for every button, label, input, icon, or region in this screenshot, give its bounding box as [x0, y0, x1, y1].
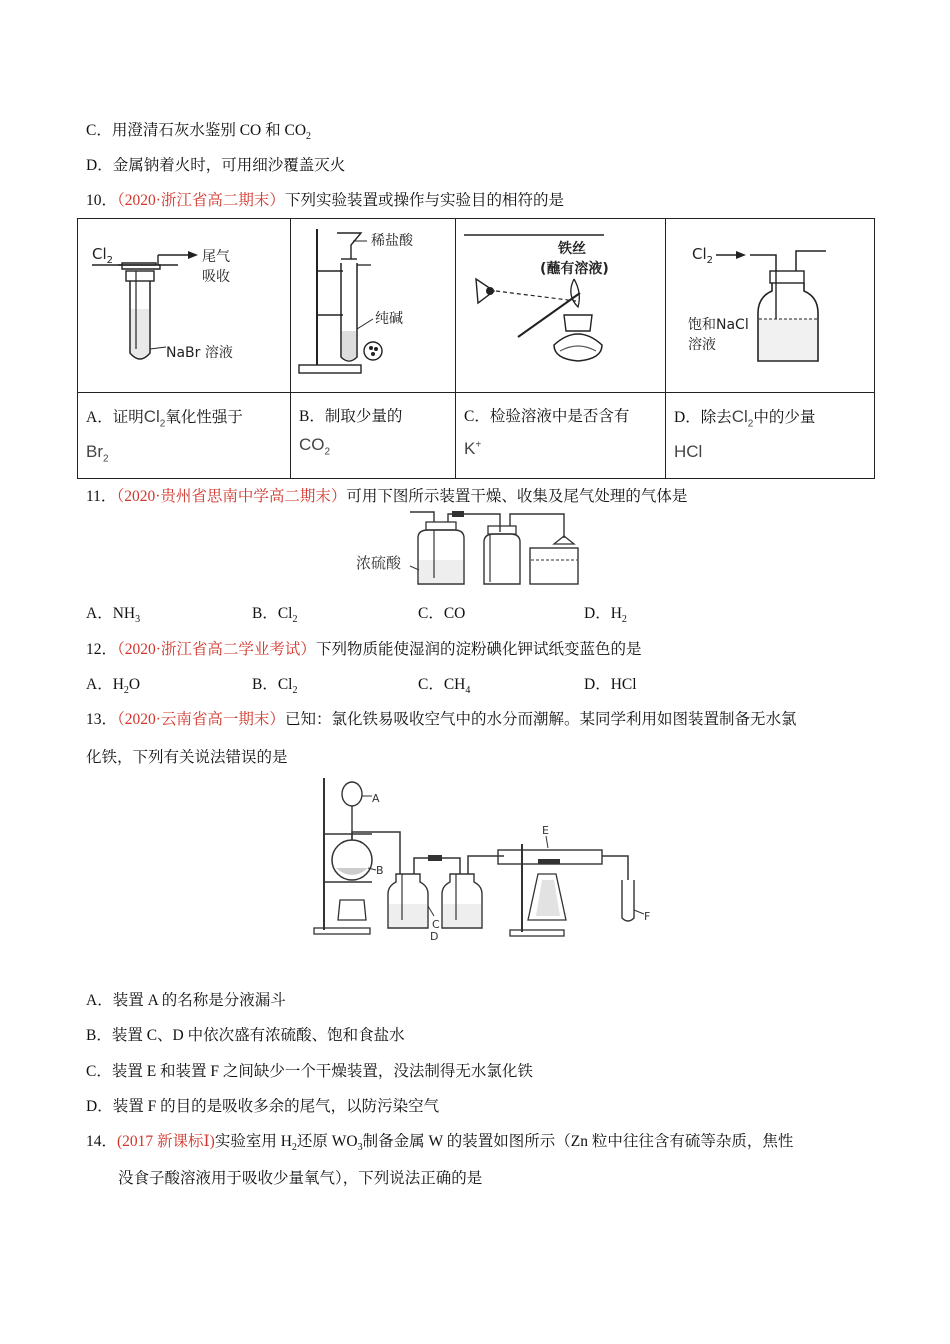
label-b: B: [376, 864, 384, 877]
iron-wire-label: 铁丝: [558, 241, 586, 257]
tail-gas-label-2: 吸收: [202, 269, 230, 285]
q10-fig-b-cell: [291, 219, 456, 393]
q13-figure: [310, 770, 662, 940]
q10-stem: 10．（2020·浙江省高二期末）下列实验装置或操作与实验目的相符的是: [86, 192, 564, 209]
q10-fig-a-cell: [78, 219, 291, 393]
q12-stem: 12．（2020·浙江省高二学业考试）下列物质能使湿润的淀粉碘化钾试纸变蓝色的是: [86, 641, 642, 658]
q11-option-c: C．CO: [418, 605, 466, 622]
q14-stem-line1: 14．(2017 新课标Ⅰ)实验室用 $H_2$还原 $WO_3$制备金属 W 的装置如图所示（Zn 粒中往往含有硫等杂质，焦性: [86, 1133, 794, 1154]
label-f: F: [644, 910, 651, 923]
q10-fig-a: [78, 219, 289, 391]
q10-fig-b: [291, 219, 454, 391]
q13-option-c: C．装置 E 和装置 F 之间缺少一个干燥装置，没法制得无水氯化铁: [86, 1063, 533, 1080]
q10-fig-d-gas: $Cl_2$: [692, 245, 714, 266]
q10-caption-b: B．制取少量的 $CO_2$: [291, 393, 456, 479]
label-d: D: [430, 930, 439, 940]
q13-option-a: A．装置 A 的名称是分液漏斗: [86, 992, 286, 1009]
q12-option-c: C．$CH_4$: [418, 676, 471, 697]
nabr-solution-label: NaBr 溶液: [166, 345, 233, 361]
solution-label: 溶液: [688, 337, 716, 353]
q10-caption-c: C．检验溶液中是否含有 K+: [456, 393, 666, 479]
q13-option-d: D．装置 F 的目的是吸收多余的尾气，以防污染空气: [86, 1098, 440, 1115]
q12-source: （2020·浙江省高二学业考试）: [117, 641, 316, 658]
q10-fig-d: [666, 219, 873, 391]
q11-option-b: B．$Cl_2$: [252, 605, 298, 626]
q13-option-b: B．装置 C、D 中依次盛有浓硫酸、饱和食盐水: [86, 1027, 405, 1044]
q14-source: (2017 新课标Ⅰ): [117, 1133, 215, 1150]
q11-source: （2020·贵州省思南中学高二期末）: [116, 488, 347, 505]
soda-ash-label: 纯碱: [375, 311, 403, 327]
q10-caption-d: D．除去$Cl_2$中的少量 HCl: [666, 393, 875, 479]
q10-fig-d-cell: [666, 219, 875, 393]
q10-fig-a-gas: $Cl_2$: [92, 245, 114, 266]
dipped-solution-label: (蘸有溶液): [540, 261, 609, 277]
tail-gas-label-1: 尾气: [202, 249, 230, 265]
sat-nacl-label: 饱和NaCl: [688, 317, 749, 333]
q10-fig-c: [456, 219, 664, 391]
q11-stem: 11．（2020·贵州省思南中学高二期末）可用下图所示装置干燥、收集及尾气处理的气体是: [86, 488, 688, 505]
q13-source: （2020·云南省高一期末）: [117, 711, 285, 728]
q10-fig-c-cell: [456, 219, 666, 393]
q11-option-d: D．$H_2$: [584, 605, 627, 626]
q10-source: （2020·浙江省高二期末）: [117, 192, 285, 209]
conc-h2so4-label: 浓硫酸: [356, 554, 402, 572]
label-a: A: [372, 792, 380, 805]
q12-option-a: A．$H_2O$: [86, 676, 141, 697]
q12-option-d: D．HCl: [584, 676, 637, 693]
q10-table: [77, 218, 875, 479]
q11-option-a: A．$NH_3$: [86, 605, 141, 626]
option-d-prev: D．金属钠着火时，可用细沙覆盖灭火: [86, 157, 346, 174]
q13-stem-line2: 化铁，下列有关说法错误的是: [86, 749, 288, 766]
q14-stem-line2: 没食子酸溶液用于吸收少量氧气），下列说法正确的是: [118, 1170, 483, 1187]
option-c-prev: C．用澄清石灰水鉴别 CO 和 $CO_2$: [86, 122, 312, 143]
q13-stem-line1: 13．（2020·云南省高一期末）已知：氯化铁易吸收空气中的水分而潮解。某同学利用如图装置制备无水氯: [86, 711, 797, 728]
label-c: C: [432, 918, 440, 931]
q10-caption-a: A．证明$Cl_2$氧化性强于 $Br_2$: [78, 393, 291, 479]
q11-figure: [350, 508, 580, 588]
q12-option-b: B．$Cl_2$: [252, 676, 298, 697]
dilute-hcl-label: 稀盐酸: [371, 233, 413, 249]
label-e: E: [542, 824, 549, 837]
